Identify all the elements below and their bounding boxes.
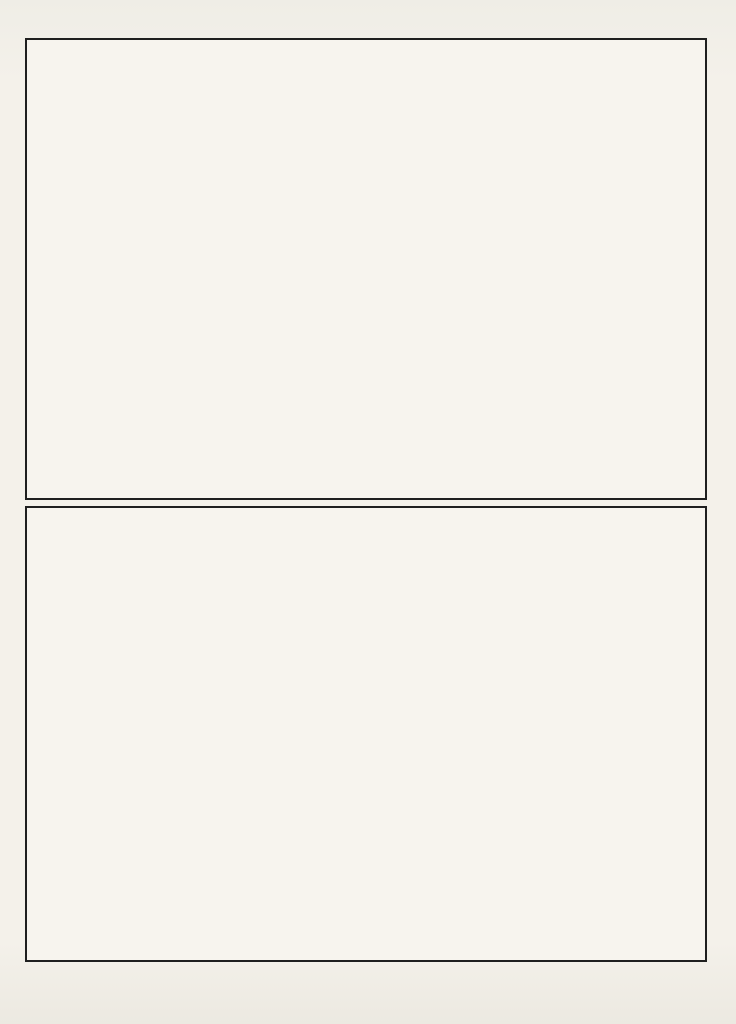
roster-table-bottom bbox=[25, 506, 707, 962]
roster-tables bbox=[25, 38, 707, 962]
roster-table-top bbox=[25, 38, 707, 500]
